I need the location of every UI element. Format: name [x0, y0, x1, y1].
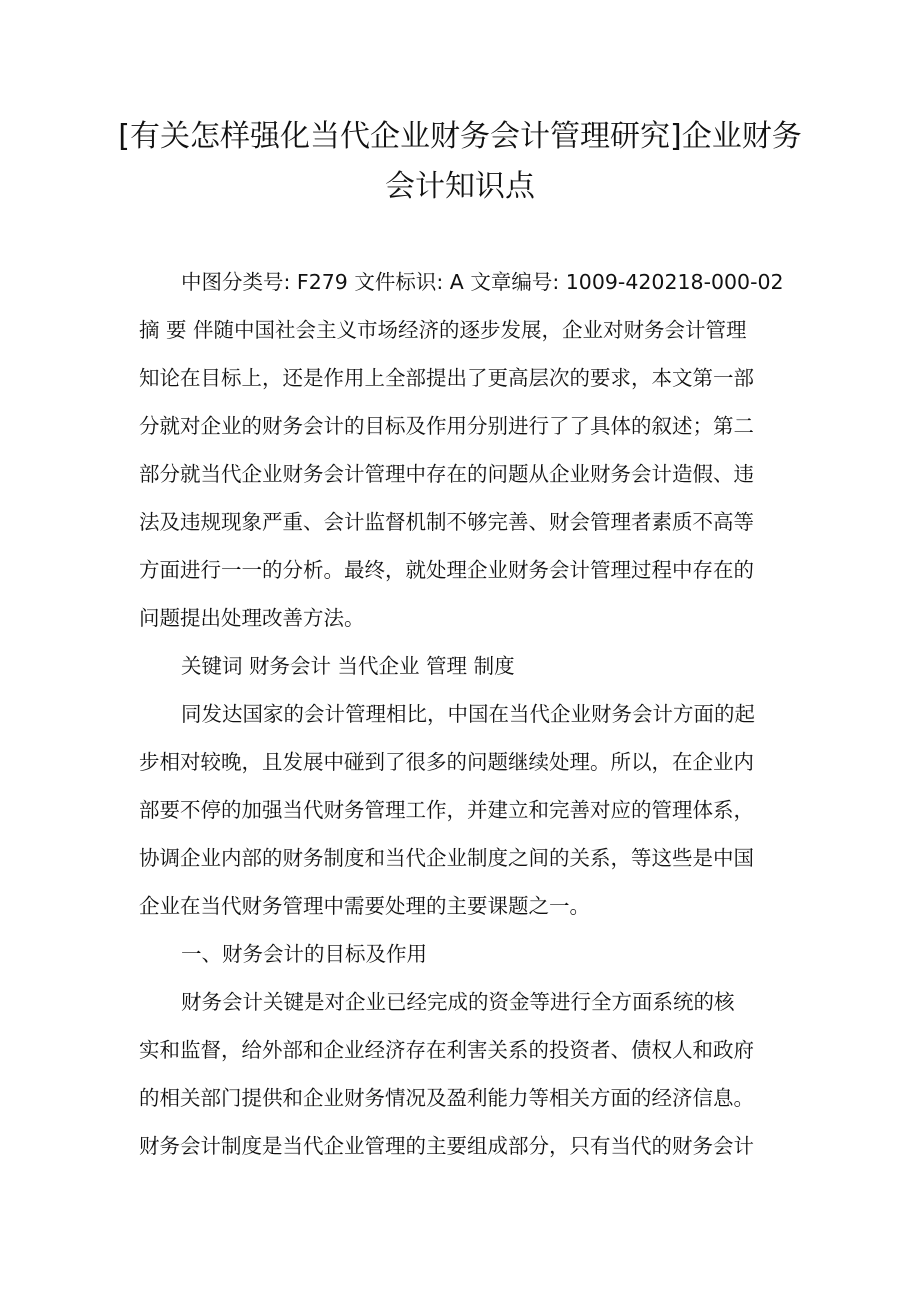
- paragraph-line: 财务会计制度是当代企业管理的主要组成部分，只有当代的财务会计: [139, 1134, 754, 1158]
- document-title: [110, 112, 810, 212]
- document-body: [139, 258, 783, 1170]
- abstract-line: 法及违规现象严重、会计监督机制不够完善、财会管理者素质不高等: [139, 510, 754, 534]
- paragraph-line: 企业在当代财务管理中需要处理的主要课题之一。: [139, 894, 590, 918]
- paragraph-line: 的相关部门提供和企业财务情况及盈利能力等相关方面的经济信息。: [139, 1086, 754, 1110]
- section-heading: 一、财务会计的目标及作用: [181, 942, 427, 966]
- paragraph-line: 部要不停的加强当代财务管理工作，并建立和完善对应的管理体系，: [139, 798, 754, 822]
- abstract-line: 方面进行一一的分析。最终，就处理企业财务会计管理过程中存在的: [139, 558, 754, 582]
- abstract-line: 部分就当代企业财务会计管理中存在的问题从企业财务会计造假、违: [139, 462, 754, 486]
- classification-line: 中图分类号: F279 文件标识: A 文章编号: 1009-420218-000-02: [181, 270, 784, 294]
- paragraph-line: 财务会计关键是对企业已经完成的资金等进行全方面系统的核: [181, 990, 735, 1014]
- abstract-line: 问题提出处理改善方法。: [139, 606, 365, 630]
- abstract-line: 分就对企业的财务会计的目标及作用分别进行了了具体的叙述；第二: [139, 414, 754, 438]
- keywords-line: 关键词 财务会计 当代企业 管理 制度: [181, 654, 515, 678]
- paragraph-line: 同发达国家的会计管理相比，中国在当代企业财务会计方面的起: [181, 702, 755, 726]
- title-line-2: 会计知识点: [385, 169, 535, 204]
- abstract-line: 知论在目标上，还是作用上全部提出了更高层次的要求，本文第一部: [139, 366, 754, 390]
- paragraph-line: 步相对较晚，且发展中碰到了很多的问题继续处理。所以，在企业内: [139, 750, 754, 774]
- abstract-line: 摘 要 伴随中国社会主义市场经济的逐步发展，企业对财务会计管理: [139, 318, 747, 342]
- title-line-1: [有关怎样强化当代企业财务会计管理研究]企业财务: [118, 119, 802, 154]
- paragraph-line: 实和监督，给外部和企业经济存在利害关系的投资者、债权人和政府: [139, 1038, 754, 1062]
- paragraph-line: 协调企业内部的财务制度和当代企业制度之间的关系，等这些是中国: [139, 846, 754, 870]
